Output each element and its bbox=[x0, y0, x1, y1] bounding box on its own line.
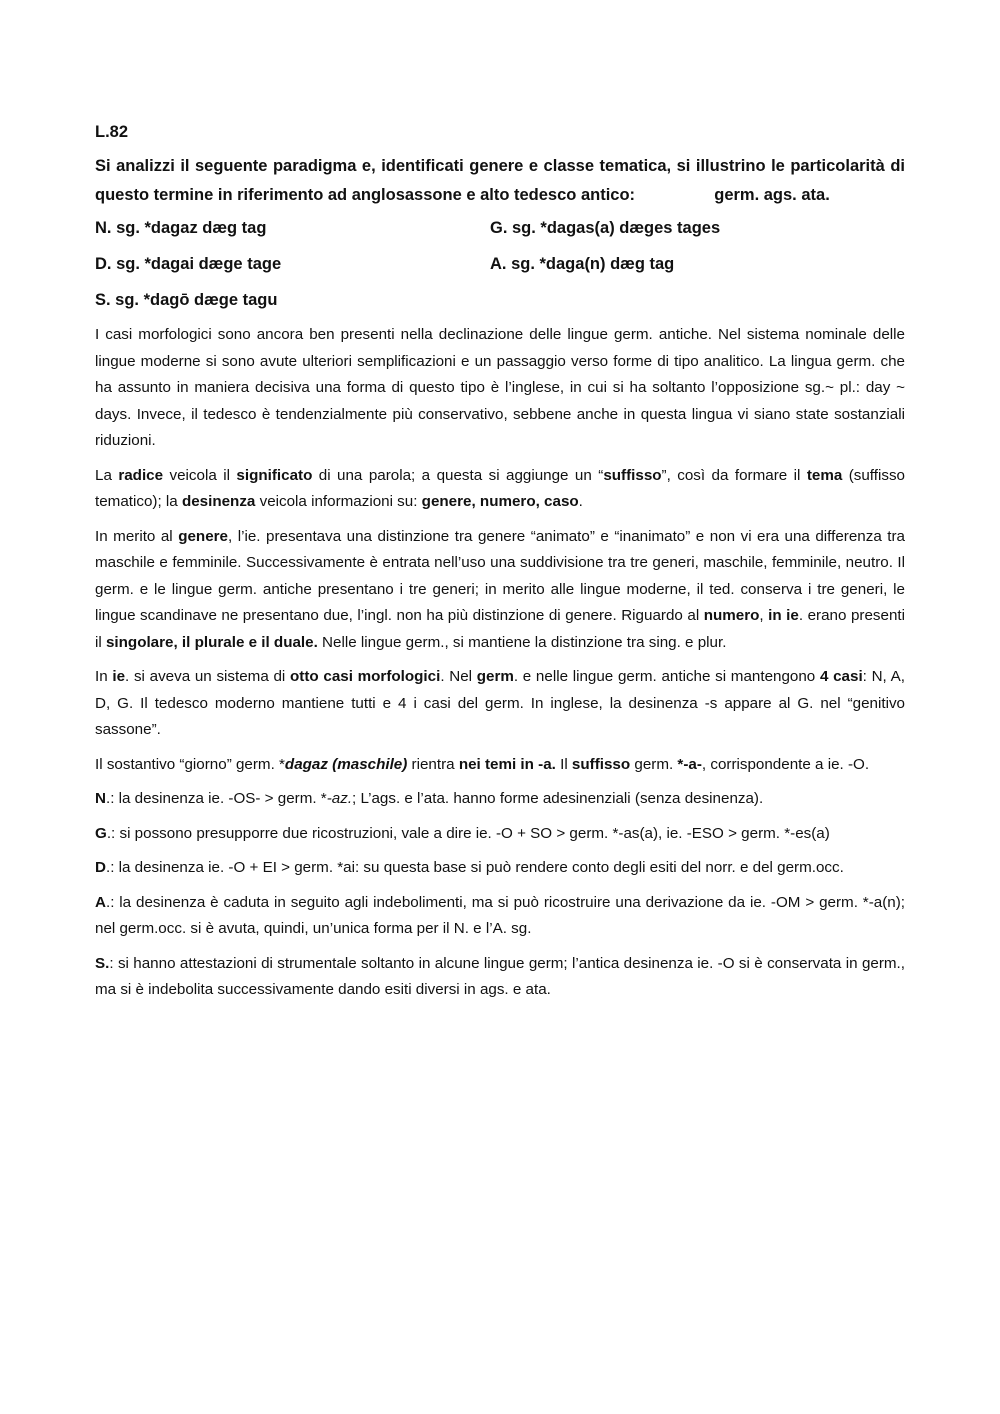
text-run: tema bbox=[806, 466, 843, 484]
text-run: suffisso bbox=[571, 755, 631, 773]
body-paragraph bbox=[95, 664, 905, 744]
text-run: D bbox=[95, 859, 106, 876]
text-run: , bbox=[759, 607, 769, 624]
text-run: veicola il bbox=[163, 466, 237, 484]
text-run: germ. bbox=[630, 755, 678, 773]
text-run: numero bbox=[703, 607, 760, 624]
text-run: La bbox=[95, 466, 119, 484]
body-paragraph bbox=[95, 786, 905, 813]
text-run: in ie bbox=[768, 607, 799, 624]
exercise-prompt bbox=[95, 152, 905, 210]
text-run: Nelle lingue germ., si mantiene la distinzione tra sing. e plur. bbox=[317, 633, 727, 651]
paradigm-form: N. sg. *dagaz dæg tag bbox=[95, 219, 267, 237]
paradigm-row bbox=[95, 286, 905, 314]
text-run: suffisso bbox=[603, 466, 662, 484]
text-run: -az. bbox=[326, 790, 353, 807]
text-run: , corrispondente a ie. -O. bbox=[701, 755, 870, 773]
text-run: singolare, il plurale e il duale. bbox=[105, 633, 318, 651]
paradigm-form: S. sg. *dagō dæge tagu bbox=[95, 291, 278, 309]
body-paragraph bbox=[95, 752, 905, 779]
text-run: .: la desinenza ie. -OS- > germ. * bbox=[105, 790, 327, 807]
text-run: . e nelle lingue germ. antiche si mantengono bbox=[513, 668, 820, 685]
text-run: genere bbox=[178, 527, 228, 545]
paradigm-form: G. sg. *dagas(a) dæges tages bbox=[490, 219, 721, 237]
lesson-id: L.82 bbox=[95, 123, 129, 141]
text-run: In merito al bbox=[95, 527, 179, 545]
body-paragraph bbox=[95, 855, 905, 882]
paradigm-form: A. sg. *daga(n) dæg tag bbox=[490, 255, 675, 273]
text-run: rientra bbox=[407, 755, 459, 773]
text-run: veicola informazioni su: bbox=[255, 493, 422, 510]
text-run: ie bbox=[112, 668, 126, 685]
body-paragraph bbox=[95, 524, 905, 657]
text-run: Il bbox=[555, 755, 572, 773]
body-paragraph bbox=[95, 821, 905, 848]
paradigm-table bbox=[95, 214, 905, 314]
text-run: significato bbox=[236, 466, 313, 484]
prompt-columns: germ. ags. ata. bbox=[714, 186, 830, 204]
paradigm-form: D. sg. *dagai dæge tage bbox=[95, 255, 282, 273]
text-run: S. bbox=[95, 954, 110, 972]
text-run: .: la desinenza ie. -O + EI > germ. *ai: su questa base si può rendere conto degli esiti del norr. e del germ.occ. bbox=[105, 859, 844, 876]
text-run: .: la desinenza è caduta in seguito agli indebolimenti, ma si può ricostruire una derivazione da ie. -OM > germ. *-a(n); nel germ.occ. si è avuta, quindi, un’unica forma per il N. e l’A. sg. bbox=[95, 893, 905, 937]
text-run: ”, così da formare il bbox=[661, 466, 807, 484]
text-run: *-a- bbox=[677, 755, 702, 773]
text-run: G bbox=[95, 824, 107, 842]
text-run: I casi morfologici sono ancora ben presenti nella declinazione delle lingue germ. antiche. Nel sistema nominale delle lingue moderne si sono avute ulteriori semplificazioni e un passaggio verso forme di tipo analitico. La lingua germ. che ha assunto in maniera decisiva una forma di questo tipo è l’inglese, in cui si ha soltanto l’opposizione sg.~ pl.: day ~ days. Invece, il tedesco è tendenzialmente più conservativo, sebbene anche in questa lingua vi siano state sostanziali riduzioni. bbox=[95, 326, 905, 449]
text-run: germ bbox=[476, 668, 514, 685]
text-run: Il sostantivo “giorno” germ. * bbox=[95, 755, 285, 773]
paradigm-form bbox=[490, 286, 885, 314]
body-paragraph bbox=[95, 951, 905, 1004]
text-run: . si aveva un sistema di bbox=[125, 668, 290, 685]
document-body bbox=[95, 118, 905, 1012]
text-run: di una parola; a questa si aggiunge un “ bbox=[312, 466, 604, 484]
text-run: , l’ie. presentava una distinzione tra genere “animato” e “inanimato” e non vi era una differenza tra maschile e femminile. Successivamente è entrata nell’uso una suddivisione tra tre generi, maschile, femminile, neutro. Il germ. e le lingue germ. antiche presentano i tre generi; in merito alle lingue moderne, il ted. conserva i tre generi, le lingue scandinave ne presentano due, l’ingl. non ha più distinzione di genere. Riguardo al bbox=[95, 527, 905, 624]
paradigm-row bbox=[95, 250, 905, 278]
text-run: nei temi in -a. bbox=[458, 755, 556, 773]
text-run: otto casi morfologici bbox=[290, 668, 441, 685]
text-run: desinenza bbox=[181, 493, 256, 510]
explanation-section bbox=[95, 322, 905, 1004]
text-run: : si hanno attestazioni di strumentale soltanto in alcune lingue germ; l’antica desinenza ie. -O si è conservata in germ., ma si è indebolita successivamente dando esiti diversi in ags. e ata. bbox=[95, 954, 905, 998]
text-run: : N, A, D, G. Il tedesco moderno mantiene tutti e 4 i casi del germ. In inglese, la desinenza -s appare al G. nel “genitivo sassone”. bbox=[95, 668, 905, 738]
text-run: A bbox=[95, 893, 106, 911]
text-run: In bbox=[95, 668, 113, 685]
text-run: ; L’ags. e l’ata. hanno forme adesinenziali (senza desinenza). bbox=[352, 790, 764, 807]
text-run: (suffisso tematico); la bbox=[95, 466, 905, 510]
text-run: N bbox=[95, 790, 106, 807]
text-run: dagaz (maschile) bbox=[284, 755, 408, 773]
text-run: . Nel bbox=[440, 668, 477, 685]
text-run: radice bbox=[118, 466, 164, 484]
text-run: . erano presenti il bbox=[95, 607, 905, 651]
body-paragraph bbox=[95, 322, 905, 455]
paradigm-row bbox=[95, 214, 905, 242]
text-run: . bbox=[578, 493, 583, 510]
body-paragraph bbox=[95, 890, 905, 943]
text-run: genere, numero, caso bbox=[421, 493, 579, 510]
prompt-text: Si analizzi il seguente paradigma e, identificati genere e classe tematica, si illustrino le particolarità di questo termine in riferimento ad anglosassone e alto tedesco antico: bbox=[95, 157, 905, 204]
text-run: .: si possono presupporre due ricostruzioni, vale a dire ie. -O + SO > germ. *-as(a), ie. -ESO > germ. *-es(a) bbox=[106, 824, 830, 842]
text-run: 4 casi bbox=[819, 668, 863, 685]
body-paragraph bbox=[95, 463, 905, 516]
